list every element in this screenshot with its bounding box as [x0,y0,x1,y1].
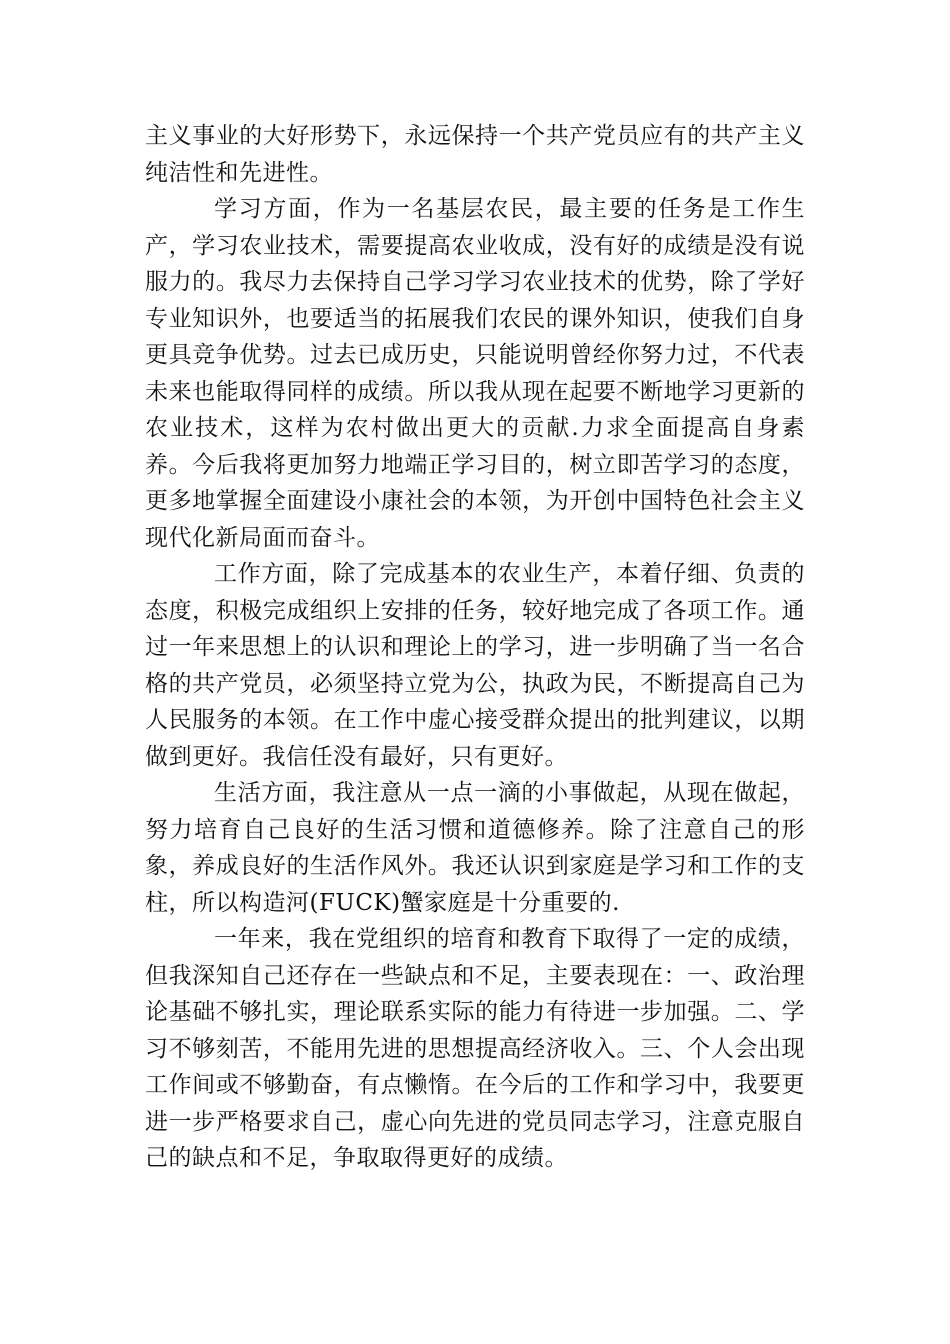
paragraph-study: 学习方面，作为一名基层农民，最主要的任务是工作生产，学习农业技术，需要提高农业收成，没有好的成绩是没有说服力的。我尽力去保持自己学习学习农业技术的优势，除了学好专业知识外，也要适当的拓展我们农民的课外知识，使我们自身更具竞争优势。过去已成历史，只能说明曾经你努力过，不代表未来也能取得同样的成绩。所以我从现在起要不断地学习更新的农业技术，这样为农村做出更大的贡献.力求全面提高自身素养。今后我将更加努力地端正学习目的，树立即苦学习的态度，更多地掌握全面建设小康社会的本领，为开创中国特色社会主义现代化新局面而奋斗。 [145,196,805,551]
paragraph-continuation: 主义事业的大好形势下，永远保持一个共产党员应有的共产主义纯洁性和先进性。 [145,123,805,186]
document-body [145,118,805,1177]
paragraph-summary: 一年来，我在党组织的培育和教育下取得了一定的成绩，但我深知自己还存在一些缺点和不足，主要表现在：一、政治理论基础不够扎实，理论联系实际的能力有待进一步加强。二、学习不够刻苦，不能用先进的思想提高经济收入。三、个人会出现工作间或不够勤奋，有点懒惰。在今后的工作和学习中，我要更进一步严格要求自己，虚心向先进的党员同志学习，注意克服自己的缺点和不足，争取取得更好的成绩。 [145,926,805,1171]
paragraph-life: 生活方面，我注意从一点一滴的小事做起，从现在做起，努力培育自己良好的生活习惯和道德修养。除了注意自己的形象，养成良好的生活作风外。我还认识到家庭是学习和工作的支柱，所以构造河(FUCK)蟹家庭是十分重要的. [145,780,805,916]
paragraph-work: 工作方面，除了完成基本的农业生产，本着仔细、负责的态度，积极完成组织上安排的任务，较好地完成了各项工作。通过一年来思想上的认识和理论上的学习，进一步明确了当一名合格的共产党员，必须坚持立党为公，执政为民，不断提高自己为人民服务的本领。在工作中虚心接受群众提出的批判建议，以期做到更好。我信任没有最好，只有更好。 [145,561,805,770]
